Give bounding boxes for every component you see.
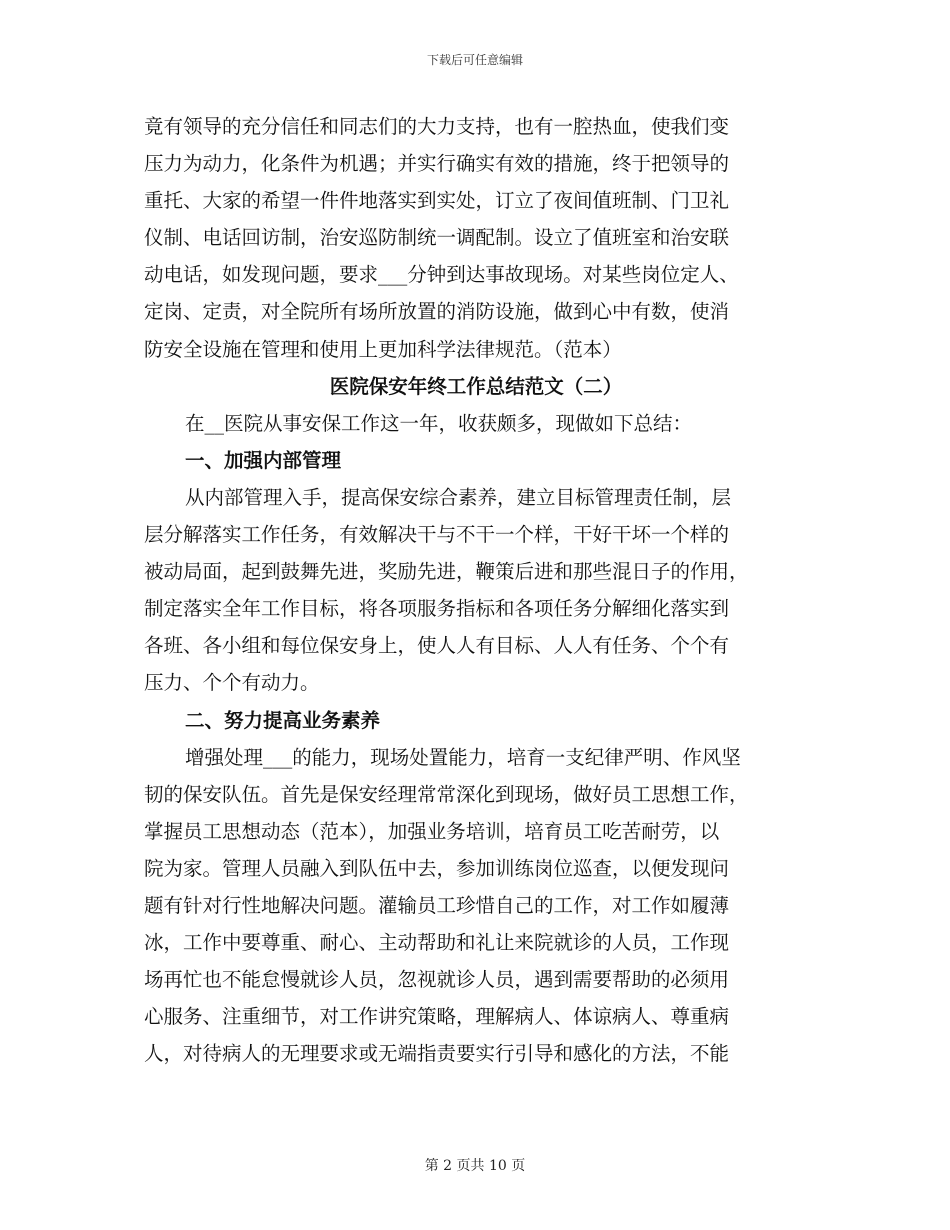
paragraph-line: 心服务、注重细节，对工作讲究策略，理解病人、体谅病人、尊重病	[144, 1005, 730, 1029]
paragraph-line: 防安全设施在管理和使用上更加科学法律规范。（范本）	[144, 337, 622, 361]
paragraph-line: 动电话，如发现问题，要求___分钟到达事故现场。对某些岗位定人、	[144, 263, 739, 287]
paragraph-line: 仪制、电话回访制，治安巡防制统一调配制。设立了值班室和治安联	[144, 226, 730, 250]
paragraph-line: 重托、大家的希望一件件地落实到实处，订立了夜间值班制、门卫礼	[144, 189, 730, 213]
paragraph-line: 从内部管理入手，提高保安综合素养，建立目标管理责任制，层	[185, 485, 732, 509]
paragraph-line: 韧的保安队伍。首先是保安经理常常深化到现场，做好员工思想工作，	[144, 782, 749, 806]
section-title: 医院保安年终工作总结范文（二）	[329, 374, 623, 398]
paragraph-line: 被动局面，起到鼓舞先进，奖励先进，鞭策后进和那些混日子的作用，	[144, 560, 749, 584]
paragraph-line: 掌握员工思想动态（范本），加强业务培训，培育员工吃苦耐劳，以	[144, 819, 720, 843]
paragraph-line: 增强处理___的能力，现场处置能力，培育一支纪律严明、作风坚	[185, 745, 741, 769]
section-heading: 一、加强内部管理	[185, 448, 342, 472]
section-heading: 二、努力提高业务素养	[185, 708, 381, 732]
paragraph-line: 各班、各小组和每位保安身上，使人人有目标、人人有任务、个个有	[144, 634, 730, 658]
paragraph-line: 人，对待病人的无理要求或无端指责要实行引导和感化的方法，不能	[144, 1042, 730, 1066]
paragraph-line: 制定落实全年工作目标，将各项服务指标和各项任务分解细化落实到	[144, 597, 730, 621]
paragraph-line: 压力、个个有动力。	[144, 671, 320, 695]
paragraph-line: 层分解落实工作任务，有效解决干与不干一个样，干好干坏一个样的	[144, 523, 730, 547]
paragraph-line: 竟有领导的充分信任和同志们的大力支持，也有一腔热血，使我们变	[144, 115, 730, 138]
paragraph-line: 定岗、定责，对全院所有场所放置的消防设施，做到心中有数，使消	[144, 300, 730, 324]
paragraph-line: 冰，工作中要尊重、耐心、主动帮助和礼让来院就诊的人员，工作现	[144, 931, 730, 955]
document-body	[144, 108, 808, 1072]
page-header: 下载后可任意编辑	[426, 53, 523, 67]
paragraph-line: 压力为动力，化条件为机遇；并实行确实有效的措施，终于把领导的	[144, 152, 730, 176]
paragraph-line: 在__医院从事安保工作这一年，收获颇多，现做如下总结：	[185, 411, 693, 435]
paragraph-line: 场再忙也不能怠慢就诊人员，忽视就诊人员，遇到需要帮助的必须用	[144, 968, 730, 992]
paragraph-line: 院为家。管理人员融入到队伍中去，参加训练岗位巡查，以便发现问	[144, 856, 730, 880]
paragraph-line: 题有针对行性地解决问题。灌输员工珍惜自己的工作，对工作如履薄	[144, 893, 730, 917]
page-number: 第 2 页共 10 页	[424, 1158, 526, 1174]
